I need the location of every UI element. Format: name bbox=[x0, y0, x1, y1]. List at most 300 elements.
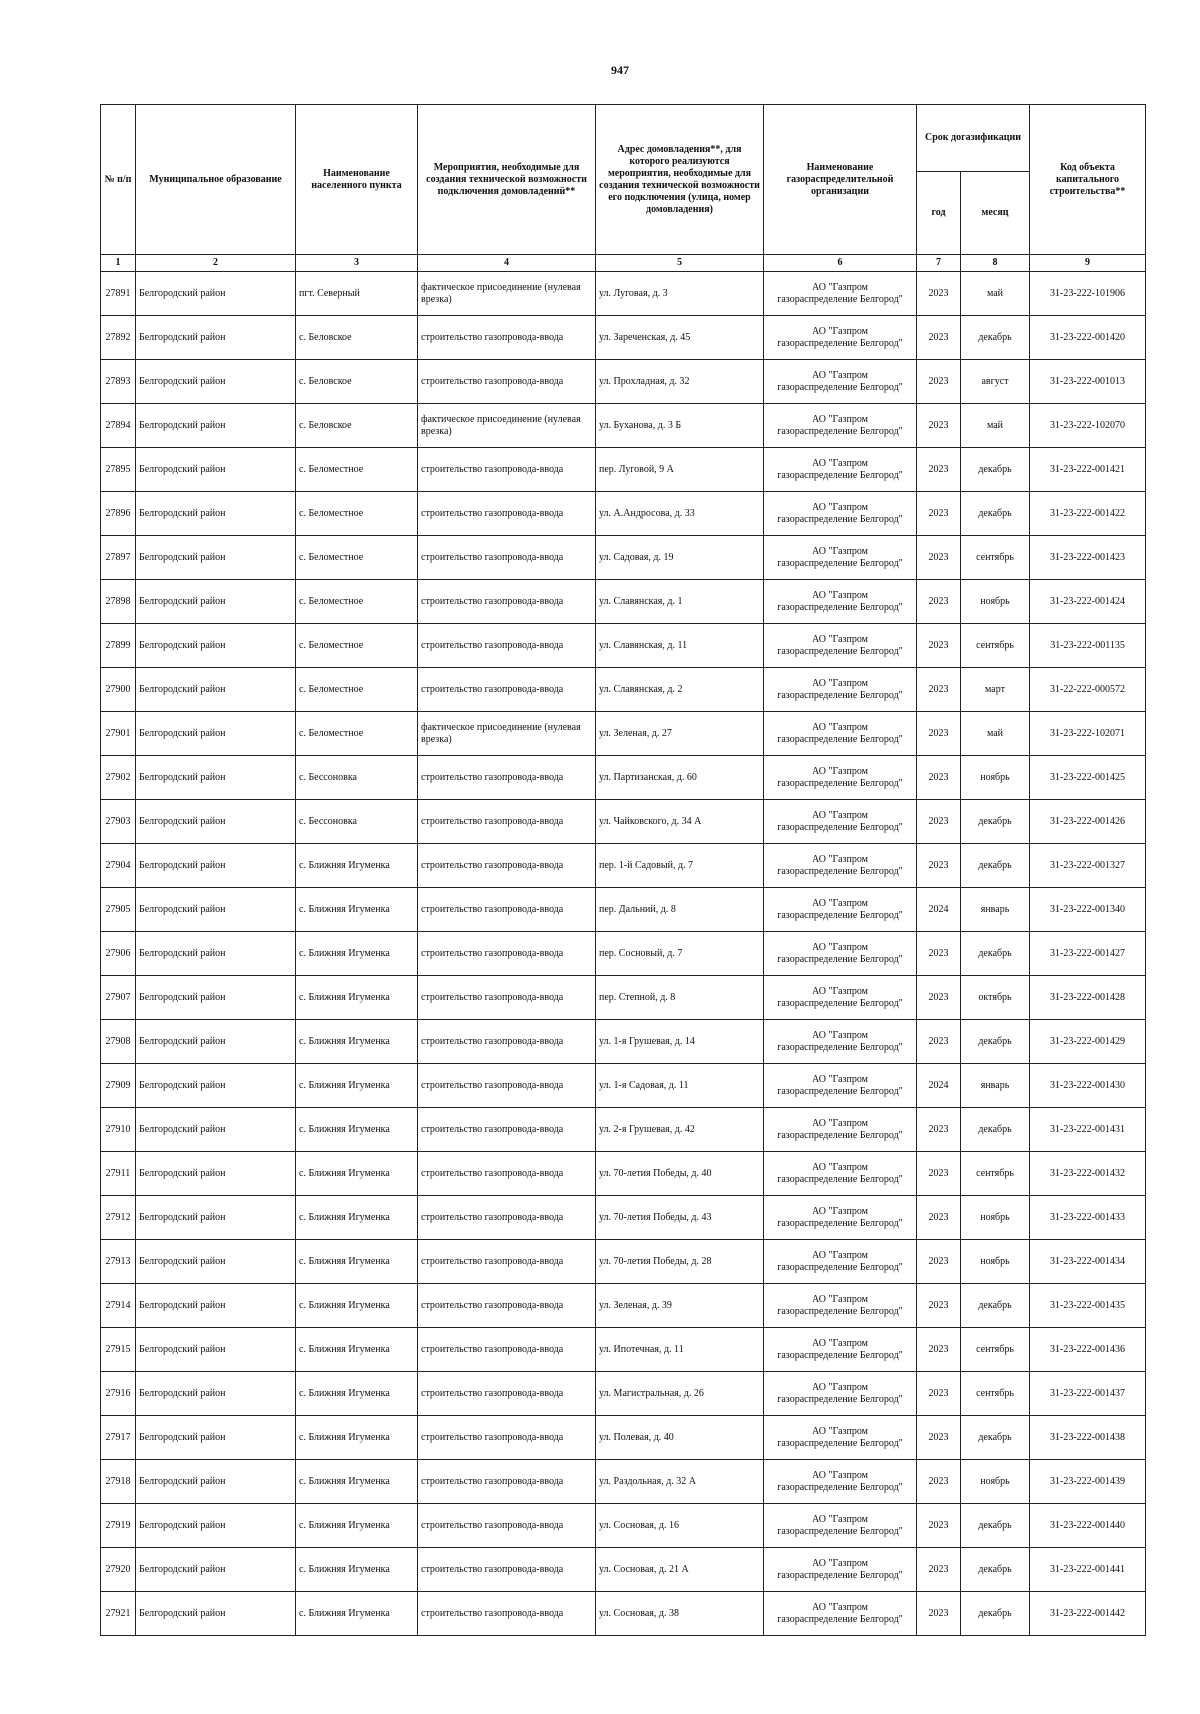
row-number-cell: 27895 bbox=[101, 448, 136, 492]
month-cell: май bbox=[961, 272, 1030, 316]
organization-name-line2: газораспределение Белгород" bbox=[777, 1349, 903, 1361]
locality-cell: с. Ближняя Игуменка bbox=[296, 888, 418, 932]
table-row bbox=[101, 1240, 1146, 1284]
header-municipality: Муниципальное образование bbox=[136, 105, 296, 255]
organization-name-line1: АО "Газпром bbox=[812, 1337, 868, 1349]
municipality-cell: Белгородский район bbox=[136, 624, 296, 668]
municipality-cell: Белгородский район bbox=[136, 1020, 296, 1064]
column-numbers-row bbox=[101, 255, 1146, 272]
code-cell: 31-23-222-001427 bbox=[1030, 932, 1146, 976]
year-cell: 2023 bbox=[917, 932, 961, 976]
organization-name-line1: АО "Газпром bbox=[812, 1557, 868, 1569]
organization-cell bbox=[764, 1504, 917, 1548]
month-cell: декабрь bbox=[961, 492, 1030, 536]
locality-cell: с. Ближняя Игуменка bbox=[296, 1020, 418, 1064]
activity-cell: строительство газопровода-ввода bbox=[418, 492, 596, 536]
address-cell: ул. Раздольная, д. 32 А bbox=[596, 1460, 764, 1504]
address-cell: ул. Зеленая, д. 27 bbox=[596, 712, 764, 756]
municipality-cell: Белгородский район bbox=[136, 316, 296, 360]
month-cell: ноябрь bbox=[961, 580, 1030, 624]
municipality-cell: Белгородский район bbox=[136, 668, 296, 712]
organization-cell bbox=[764, 1592, 917, 1636]
row-number-cell: 27900 bbox=[101, 668, 136, 712]
locality-cell: с. Беловское bbox=[296, 360, 418, 404]
locality-cell: с. Беломестное bbox=[296, 448, 418, 492]
table-row bbox=[101, 1108, 1146, 1152]
month-cell: ноябрь bbox=[961, 1196, 1030, 1240]
address-cell: ул. Луговая, д. 3 bbox=[596, 272, 764, 316]
code-cell: 31-23-222-001441 bbox=[1030, 1548, 1146, 1592]
organization-name-line1: АО "Газпром bbox=[812, 501, 868, 513]
year-cell: 2024 bbox=[917, 888, 961, 932]
organization-name-line2: газораспределение Белгород" bbox=[777, 953, 903, 965]
code-cell: 31-23-222-001430 bbox=[1030, 1064, 1146, 1108]
organization-name-line1: АО "Газпром bbox=[812, 809, 868, 821]
code-cell: 31-23-222-001442 bbox=[1030, 1592, 1146, 1636]
code-cell: 31-23-222-001434 bbox=[1030, 1240, 1146, 1284]
locality-cell: с. Беловское bbox=[296, 404, 418, 448]
table-row bbox=[101, 492, 1146, 536]
organization-name-line1: АО "Газпром bbox=[812, 633, 868, 645]
year-cell: 2023 bbox=[917, 1284, 961, 1328]
column-number: 9 bbox=[1030, 255, 1146, 272]
municipality-cell: Белгородский район bbox=[136, 1064, 296, 1108]
locality-cell: с. Ближняя Игуменка bbox=[296, 1548, 418, 1592]
row-number-cell: 27897 bbox=[101, 536, 136, 580]
organization-cell bbox=[764, 624, 917, 668]
organization-name-line2: газораспределение Белгород" bbox=[777, 1613, 903, 1625]
year-cell: 2023 bbox=[917, 1108, 961, 1152]
row-number-cell: 27893 bbox=[101, 360, 136, 404]
table-row bbox=[101, 844, 1146, 888]
organization-name-line1: АО "Газпром bbox=[812, 1601, 868, 1613]
locality-cell: с. Ближняя Игуменка bbox=[296, 932, 418, 976]
page-number: 947 bbox=[611, 63, 629, 77]
activity-cell: строительство газопровода-ввода bbox=[418, 1328, 596, 1372]
organization-name-line2: газораспределение Белгород" bbox=[777, 865, 903, 877]
table-row bbox=[101, 932, 1146, 976]
code-cell: 31-23-222-001013 bbox=[1030, 360, 1146, 404]
municipality-cell: Белгородский район bbox=[136, 492, 296, 536]
organization-cell bbox=[764, 1460, 917, 1504]
row-number-cell: 27903 bbox=[101, 800, 136, 844]
table-row bbox=[101, 1064, 1146, 1108]
column-number: 1 bbox=[101, 255, 136, 272]
organization-cell bbox=[764, 668, 917, 712]
locality-cell: с. Ближняя Игуменка bbox=[296, 1416, 418, 1460]
table-row bbox=[101, 1592, 1146, 1636]
organization-name-line2: газораспределение Белгород" bbox=[777, 425, 903, 437]
year-cell: 2023 bbox=[917, 536, 961, 580]
organization-cell bbox=[764, 1548, 917, 1592]
year-cell: 2023 bbox=[917, 712, 961, 756]
organization-cell bbox=[764, 580, 917, 624]
address-cell: ул. Полевая, д. 40 bbox=[596, 1416, 764, 1460]
organization-name-line2: газораспределение Белгород" bbox=[777, 601, 903, 613]
organization-name-line1: АО "Газпром bbox=[812, 1117, 868, 1129]
address-cell: ул. 70-летия Победы, д. 43 bbox=[596, 1196, 764, 1240]
activity-cell: строительство газопровода-ввода bbox=[418, 888, 596, 932]
month-cell: декабрь bbox=[961, 316, 1030, 360]
organization-cell bbox=[764, 404, 917, 448]
table-row bbox=[101, 976, 1146, 1020]
activity-cell: строительство газопровода-ввода bbox=[418, 800, 596, 844]
year-cell: 2023 bbox=[917, 316, 961, 360]
organization-cell bbox=[764, 1372, 917, 1416]
code-cell: 31-23-222-001433 bbox=[1030, 1196, 1146, 1240]
year-cell: 2023 bbox=[917, 1152, 961, 1196]
organization-name-line1: АО "Газпром bbox=[812, 369, 868, 381]
municipality-cell: Белгородский район bbox=[136, 1152, 296, 1196]
organization-name-line1: АО "Газпром bbox=[812, 325, 868, 337]
locality-cell: с. Беловское bbox=[296, 316, 418, 360]
organization-cell bbox=[764, 756, 917, 800]
year-cell: 2023 bbox=[917, 1020, 961, 1064]
municipality-cell: Белгородский район bbox=[136, 1328, 296, 1372]
activity-cell: строительство газопровода-ввода bbox=[418, 624, 596, 668]
address-cell: ул. Чайковского, д. 34 А bbox=[596, 800, 764, 844]
organization-name-line2: газораспределение Белгород" bbox=[777, 821, 903, 833]
code-cell: 31-23-222-001425 bbox=[1030, 756, 1146, 800]
row-number-cell: 27913 bbox=[101, 1240, 136, 1284]
year-cell: 2023 bbox=[917, 844, 961, 888]
address-cell: ул. Сосновая, д. 16 bbox=[596, 1504, 764, 1548]
organization-cell bbox=[764, 800, 917, 844]
activity-cell: строительство газопровода-ввода bbox=[418, 1592, 596, 1636]
address-cell: ул. 2-я Грушевая, д. 42 bbox=[596, 1108, 764, 1152]
month-cell: май bbox=[961, 404, 1030, 448]
activity-cell: строительство газопровода-ввода bbox=[418, 932, 596, 976]
year-cell: 2024 bbox=[917, 1064, 961, 1108]
code-cell: 31-23-222-001435 bbox=[1030, 1284, 1146, 1328]
row-number-cell: 27921 bbox=[101, 1592, 136, 1636]
locality-cell: с. Беломестное bbox=[296, 492, 418, 536]
organization-name-line1: АО "Газпром bbox=[812, 765, 868, 777]
table-row bbox=[101, 1548, 1146, 1592]
address-cell: ул. 70-летия Победы, д. 28 bbox=[596, 1240, 764, 1284]
municipality-cell: Белгородский район bbox=[136, 536, 296, 580]
municipality-cell: Белгородский район bbox=[136, 976, 296, 1020]
code-cell: 31-23-222-102070 bbox=[1030, 404, 1146, 448]
address-cell: ул. Славянская, д. 2 bbox=[596, 668, 764, 712]
organization-cell bbox=[764, 1240, 917, 1284]
organization-cell bbox=[764, 536, 917, 580]
month-cell: сентябрь bbox=[961, 1372, 1030, 1416]
code-cell: 31-23-222-001135 bbox=[1030, 624, 1146, 668]
table-row bbox=[101, 404, 1146, 448]
year-cell: 2023 bbox=[917, 756, 961, 800]
address-cell: ул. А.Андросова, д. 33 bbox=[596, 492, 764, 536]
table-row bbox=[101, 800, 1146, 844]
year-cell: 2023 bbox=[917, 1372, 961, 1416]
municipality-cell: Белгородский район bbox=[136, 1548, 296, 1592]
organization-cell bbox=[764, 712, 917, 756]
year-cell: 2023 bbox=[917, 492, 961, 536]
month-cell: ноябрь bbox=[961, 1240, 1030, 1284]
organization-name-line1: АО "Газпром bbox=[812, 1205, 868, 1217]
activity-cell: строительство газопровода-ввода bbox=[418, 1020, 596, 1064]
year-cell: 2023 bbox=[917, 272, 961, 316]
organization-name-line2: газораспределение Белгород" bbox=[777, 1129, 903, 1141]
municipality-cell: Белгородский район bbox=[136, 844, 296, 888]
row-number-cell: 27908 bbox=[101, 1020, 136, 1064]
organization-cell bbox=[764, 1020, 917, 1064]
month-cell: сентябрь bbox=[961, 1152, 1030, 1196]
month-cell: январь bbox=[961, 888, 1030, 932]
organization-name-line2: газораспределение Белгород" bbox=[777, 997, 903, 1009]
table-row bbox=[101, 360, 1146, 404]
row-number-cell: 27894 bbox=[101, 404, 136, 448]
organization-name-line1: АО "Газпром bbox=[812, 1029, 868, 1041]
organization-name-line1: АО "Газпром bbox=[812, 941, 868, 953]
row-number-cell: 27909 bbox=[101, 1064, 136, 1108]
address-cell: ул. 1-я Грушевая, д. 14 bbox=[596, 1020, 764, 1064]
row-number-cell: 27901 bbox=[101, 712, 136, 756]
organization-name-line1: АО "Газпром bbox=[812, 1513, 868, 1525]
organization-name-line1: АО "Газпром bbox=[812, 897, 868, 909]
row-number-cell: 27914 bbox=[101, 1284, 136, 1328]
row-number-cell: 27920 bbox=[101, 1548, 136, 1592]
month-cell: январь bbox=[961, 1064, 1030, 1108]
activity-cell: строительство газопровода-ввода bbox=[418, 1196, 596, 1240]
organization-cell bbox=[764, 272, 917, 316]
year-cell: 2023 bbox=[917, 668, 961, 712]
address-cell: ул. 1-я Садовая, д. 11 bbox=[596, 1064, 764, 1108]
municipality-cell: Белгородский район bbox=[136, 1460, 296, 1504]
year-cell: 2023 bbox=[917, 1548, 961, 1592]
code-cell: 31-23-222-001436 bbox=[1030, 1328, 1146, 1372]
code-cell: 31-23-222-001423 bbox=[1030, 536, 1146, 580]
municipality-cell: Белгородский район bbox=[136, 1108, 296, 1152]
row-number-cell: 27907 bbox=[101, 976, 136, 1020]
address-cell: ул. Партизанская, д. 60 bbox=[596, 756, 764, 800]
row-number-cell: 27912 bbox=[101, 1196, 136, 1240]
activity-cell: строительство газопровода-ввода bbox=[418, 1284, 596, 1328]
table-row bbox=[101, 712, 1146, 756]
activity-cell: строительство газопровода-ввода bbox=[418, 668, 596, 712]
address-cell: пер. 1-й Садовый, д. 7 bbox=[596, 844, 764, 888]
year-cell: 2023 bbox=[917, 404, 961, 448]
locality-cell: с. Ближняя Игуменка bbox=[296, 1284, 418, 1328]
organization-name-line1: АО "Газпром bbox=[812, 721, 868, 733]
header-row bbox=[101, 105, 1146, 172]
organization-name-line1: АО "Газпром bbox=[812, 545, 868, 557]
organization-name-line2: газораспределение Белгород" bbox=[777, 1525, 903, 1537]
gasification-table bbox=[100, 104, 1146, 1636]
organization-name-line2: газораспределение Белгород" bbox=[777, 513, 903, 525]
organization-name-line2: газораспределение Белгород" bbox=[777, 1437, 903, 1449]
code-cell: 31-23-222-001439 bbox=[1030, 1460, 1146, 1504]
row-number-cell: 27899 bbox=[101, 624, 136, 668]
month-cell: август bbox=[961, 360, 1030, 404]
organization-name-line2: газораспределение Белгород" bbox=[777, 337, 903, 349]
organization-name-line2: газораспределение Белгород" bbox=[777, 1305, 903, 1317]
organization-name-line2: газораспределение Белгород" bbox=[777, 1481, 903, 1493]
municipality-cell: Белгородский район bbox=[136, 1504, 296, 1548]
organization-name-line2: газораспределение Белгород" bbox=[777, 293, 903, 305]
organization-name-line2: газораспределение Белгород" bbox=[777, 1261, 903, 1273]
table-row bbox=[101, 580, 1146, 624]
address-cell: ул. Садовая, д. 19 bbox=[596, 536, 764, 580]
code-cell: 31-23-222-001424 bbox=[1030, 580, 1146, 624]
address-cell: пер. Степной, д. 8 bbox=[596, 976, 764, 1020]
organization-name-line1: АО "Газпром bbox=[812, 1161, 868, 1173]
table-row bbox=[101, 668, 1146, 712]
locality-cell: с. Бессоновка bbox=[296, 800, 418, 844]
organization-name-line2: газораспределение Белгород" bbox=[777, 1085, 903, 1097]
table-row bbox=[101, 1284, 1146, 1328]
locality-cell: с. Ближняя Игуменка bbox=[296, 1592, 418, 1636]
activity-cell: строительство газопровода-ввода bbox=[418, 316, 596, 360]
code-cell: 31-23-222-001422 bbox=[1030, 492, 1146, 536]
activity-cell: строительство газопровода-ввода bbox=[418, 536, 596, 580]
year-cell: 2023 bbox=[917, 448, 961, 492]
year-cell: 2023 bbox=[917, 1504, 961, 1548]
organization-name-line1: АО "Газпром bbox=[812, 853, 868, 865]
row-number-cell: 27892 bbox=[101, 316, 136, 360]
organization-cell bbox=[764, 1196, 917, 1240]
code-cell: 31-23-222-001421 bbox=[1030, 448, 1146, 492]
year-cell: 2023 bbox=[917, 360, 961, 404]
column-number: 5 bbox=[596, 255, 764, 272]
address-cell: ул. Зеленая, д. 39 bbox=[596, 1284, 764, 1328]
code-cell: 31-23-222-001429 bbox=[1030, 1020, 1146, 1064]
activity-cell: строительство газопровода-ввода bbox=[418, 976, 596, 1020]
locality-cell: с. Ближняя Игуменка bbox=[296, 1328, 418, 1372]
row-number-cell: 27902 bbox=[101, 756, 136, 800]
year-cell: 2023 bbox=[917, 976, 961, 1020]
activity-cell: строительство газопровода-ввода bbox=[418, 1240, 596, 1284]
organization-name-line1: АО "Газпром bbox=[812, 677, 868, 689]
header-address: Адрес домовладения**, для которого реализуются мероприятия, необходимые для создания технической возможности его подключения (улица, номер домовладения) bbox=[596, 105, 764, 255]
row-number-cell: 27911 bbox=[101, 1152, 136, 1196]
address-cell: ул. Ипотечная, д. 11 bbox=[596, 1328, 764, 1372]
month-cell: сентябрь bbox=[961, 1328, 1030, 1372]
municipality-cell: Белгородский район bbox=[136, 756, 296, 800]
table-row bbox=[101, 1152, 1146, 1196]
column-number: 4 bbox=[418, 255, 596, 272]
organization-name-line1: АО "Газпром bbox=[812, 457, 868, 469]
table-row bbox=[101, 1460, 1146, 1504]
locality-cell: с. Беломестное bbox=[296, 624, 418, 668]
organization-name-line1: АО "Газпром bbox=[812, 413, 868, 425]
activity-cell: строительство газопровода-ввода bbox=[418, 448, 596, 492]
header-organization: Наименование газораспределительной организации bbox=[764, 105, 917, 255]
row-number-cell: 27891 bbox=[101, 272, 136, 316]
municipality-cell: Белгородский район bbox=[136, 1196, 296, 1240]
month-cell: декабрь bbox=[961, 1504, 1030, 1548]
activity-cell: строительство газопровода-ввода bbox=[418, 1152, 596, 1196]
month-cell: декабрь bbox=[961, 932, 1030, 976]
locality-cell: с. Бессоновка bbox=[296, 756, 418, 800]
organization-name-line2: газораспределение Белгород" bbox=[777, 557, 903, 569]
code-cell: 31-23-222-102071 bbox=[1030, 712, 1146, 756]
locality-cell: с. Беломестное bbox=[296, 580, 418, 624]
table-row bbox=[101, 448, 1146, 492]
column-number: 3 bbox=[296, 255, 418, 272]
month-cell: март bbox=[961, 668, 1030, 712]
activity-cell: строительство газопровода-ввода bbox=[418, 1460, 596, 1504]
code-cell: 31-23-222-001440 bbox=[1030, 1504, 1146, 1548]
municipality-cell: Белгородский район bbox=[136, 800, 296, 844]
locality-cell: с. Ближняя Игуменка bbox=[296, 1152, 418, 1196]
header-activity: Мероприятия, необходимые для создания технической возможности подключения домовладений** bbox=[418, 105, 596, 255]
month-cell: октябрь bbox=[961, 976, 1030, 1020]
locality-cell: с. Ближняя Игуменка bbox=[296, 1108, 418, 1152]
locality-cell: с. Беломестное bbox=[296, 668, 418, 712]
locality-cell: пгт. Северный bbox=[296, 272, 418, 316]
header-deadline: Срок догазификации bbox=[917, 105, 1030, 172]
month-cell: май bbox=[961, 712, 1030, 756]
municipality-cell: Белгородский район bbox=[136, 448, 296, 492]
address-cell: ул. Зареченская, д. 45 bbox=[596, 316, 764, 360]
code-cell: 31-23-222-001340 bbox=[1030, 888, 1146, 932]
row-number-cell: 27918 bbox=[101, 1460, 136, 1504]
table-row bbox=[101, 888, 1146, 932]
activity-cell: фактическое присоединение (нулевая врезка) bbox=[418, 712, 596, 756]
header-year: год bbox=[917, 172, 961, 255]
code-cell: 31-23-222-001432 bbox=[1030, 1152, 1146, 1196]
organization-name-line2: газораспределение Белгород" bbox=[777, 689, 903, 701]
year-cell: 2023 bbox=[917, 1328, 961, 1372]
organization-name-line1: АО "Газпром bbox=[812, 985, 868, 997]
municipality-cell: Белгородский район bbox=[136, 712, 296, 756]
table-row bbox=[101, 1372, 1146, 1416]
year-cell: 2023 bbox=[917, 580, 961, 624]
activity-cell: строительство газопровода-ввода bbox=[418, 580, 596, 624]
row-number-cell: 27898 bbox=[101, 580, 136, 624]
locality-cell: с. Ближняя Игуменка bbox=[296, 1064, 418, 1108]
address-cell: пер. Сосновый, д. 7 bbox=[596, 932, 764, 976]
activity-cell: фактическое присоединение (нулевая врезка) bbox=[418, 272, 596, 316]
municipality-cell: Белгородский район bbox=[136, 360, 296, 404]
organization-cell bbox=[764, 492, 917, 536]
row-number-cell: 27919 bbox=[101, 1504, 136, 1548]
year-cell: 2023 bbox=[917, 1416, 961, 1460]
activity-cell: фактическое присоединение (нулевая врезка) bbox=[418, 404, 596, 448]
municipality-cell: Белгородский район bbox=[136, 1416, 296, 1460]
column-number: 7 bbox=[917, 255, 961, 272]
organization-name-line2: газораспределение Белгород" bbox=[777, 469, 903, 481]
organization-cell bbox=[764, 448, 917, 492]
month-cell: декабрь bbox=[961, 844, 1030, 888]
month-cell: декабрь bbox=[961, 1592, 1030, 1636]
header-locality: Наименование населенного пункта bbox=[296, 105, 418, 255]
address-cell: ул. Магистральная, д. 26 bbox=[596, 1372, 764, 1416]
organization-cell bbox=[764, 1152, 917, 1196]
header-no: № п/п bbox=[101, 105, 136, 255]
address-cell: ул. Славянская, д. 1 bbox=[596, 580, 764, 624]
row-number-cell: 27904 bbox=[101, 844, 136, 888]
organization-name-line2: газораспределение Белгород" bbox=[777, 1569, 903, 1581]
month-cell: ноябрь bbox=[961, 756, 1030, 800]
year-cell: 2023 bbox=[917, 624, 961, 668]
activity-cell: строительство газопровода-ввода bbox=[418, 1504, 596, 1548]
table-row bbox=[101, 272, 1146, 316]
organization-cell bbox=[764, 932, 917, 976]
municipality-cell: Белгородский район bbox=[136, 932, 296, 976]
organization-cell bbox=[764, 1328, 917, 1372]
address-cell: ул. Буханова, д. 3 Б bbox=[596, 404, 764, 448]
municipality-cell: Белгородский район bbox=[136, 1592, 296, 1636]
row-number-cell: 27910 bbox=[101, 1108, 136, 1152]
organization-cell bbox=[764, 888, 917, 932]
organization-cell bbox=[764, 976, 917, 1020]
organization-name-line2: газораспределение Белгород" bbox=[777, 733, 903, 745]
column-number: 8 bbox=[961, 255, 1030, 272]
row-number-cell: 27917 bbox=[101, 1416, 136, 1460]
organization-cell bbox=[764, 1064, 917, 1108]
